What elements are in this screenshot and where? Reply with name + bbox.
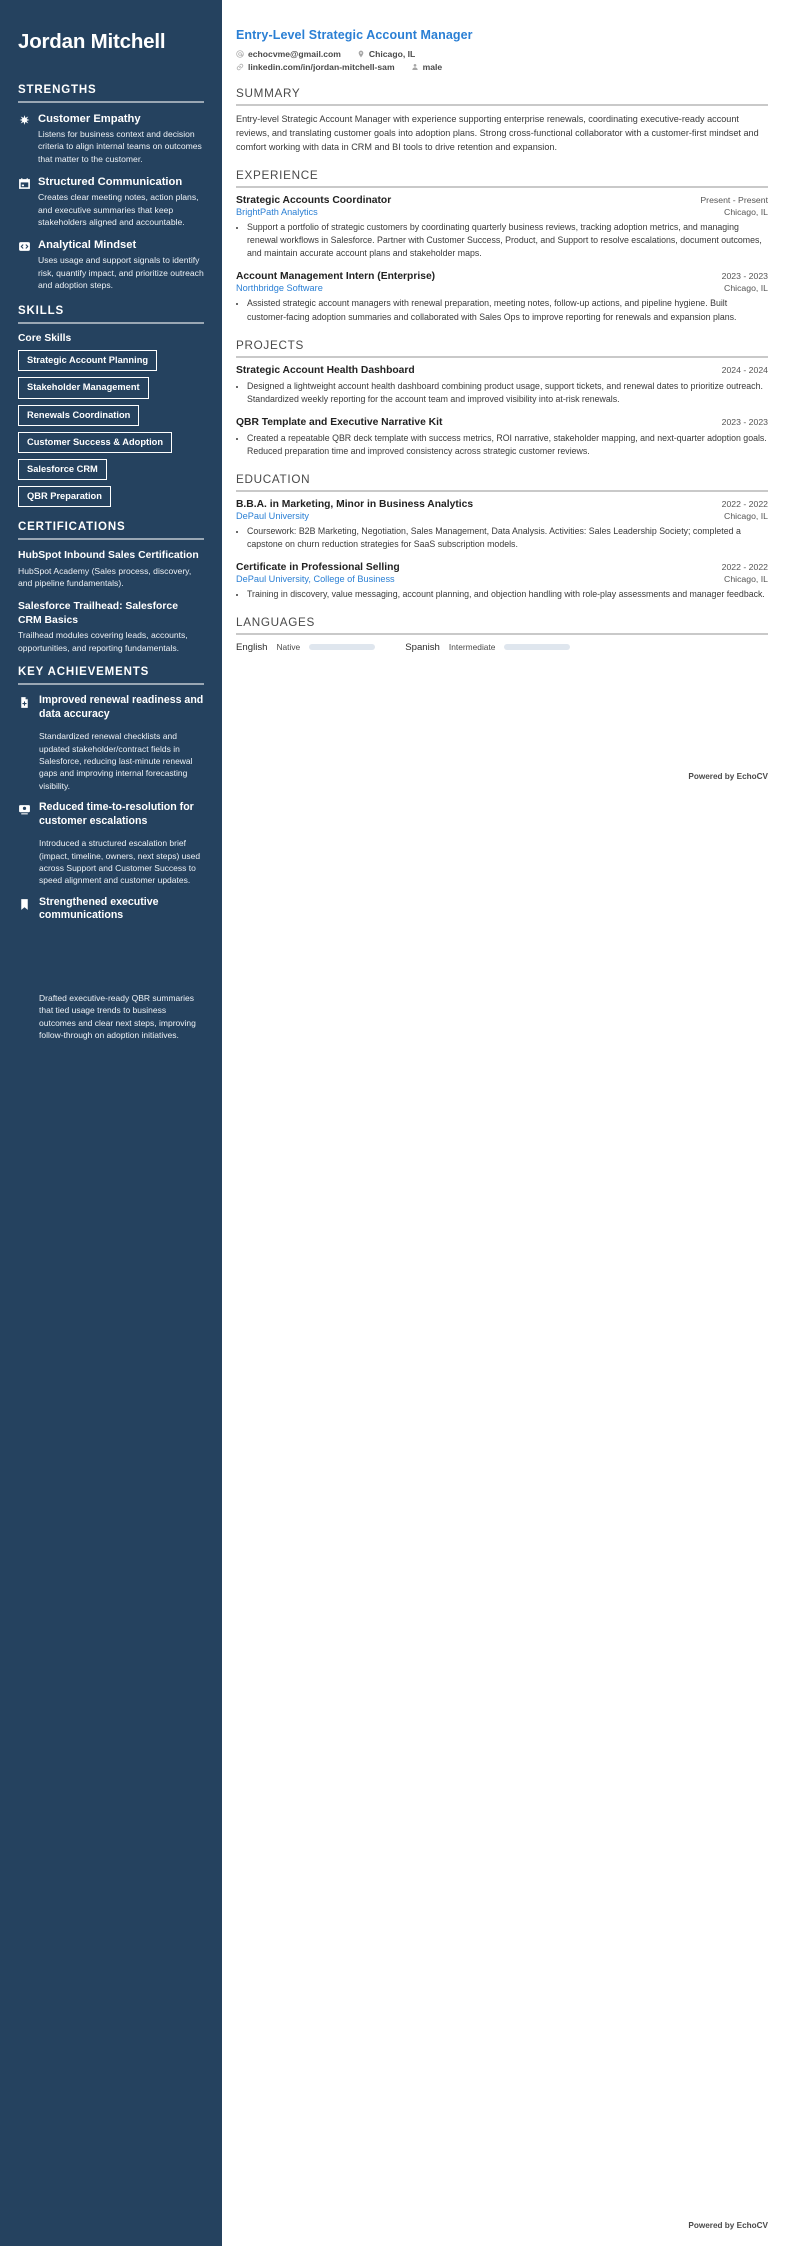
certifications-heading: CERTIFICATIONS: [18, 521, 126, 534]
languages-list: [236, 642, 768, 653]
sparkle-icon: [18, 114, 31, 127]
education-date: 2022 - 2022: [721, 498, 768, 509]
languages-divider: [236, 633, 768, 635]
experience-title: Strategic Accounts Coordinator: [236, 195, 392, 207]
bullet: • Training in discovery, value messaging, account planning, and objection handling with role-play assessments and manager feedback.: [247, 588, 768, 601]
language-level: Intermediate: [448, 642, 496, 653]
section-projects: [236, 339, 768, 458]
experience-location: Chicago, IL: [724, 207, 768, 218]
experience-date: Present - Present: [700, 195, 768, 206]
summary-divider: [236, 104, 768, 106]
experience-bullets: [236, 297, 768, 323]
certification-name: HubSpot Inbound Sales Certification: [18, 550, 199, 562]
strength-title: Customer Empathy: [38, 112, 141, 125]
project-title: QBR Template and Executive Narrative Kit: [236, 416, 443, 428]
contact-location: [357, 49, 415, 59]
section-education: [236, 473, 768, 601]
strength-desc: Creates clear meeting notes, action plans, and executive summaries that keep stakeholders aligned and accountable.: [38, 192, 199, 227]
project-date: 2023 - 2023: [721, 416, 768, 427]
strength-item: [18, 112, 204, 165]
language-name: English: [236, 641, 268, 653]
project-date: 2024 - 2024: [721, 364, 768, 375]
sidebar: [0, 0, 222, 2246]
certification-desc: Trailhead modules covering leads, accounts, opportunities, and reporting fundamentals.: [18, 630, 188, 653]
main-content: [222, 0, 794, 2246]
bullet: • Designed a lightweight account health dashboard combining product usage, support tickets, and renewal dates to prioritize outreach. Standardized weekly reporting for the account team and improved visibility into at-risk renewals.: [247, 380, 768, 406]
contact-row-primary: [236, 49, 768, 59]
experience-title: Account Management Intern (Enterprise): [236, 271, 436, 283]
location-pin-icon: [357, 50, 365, 58]
strengths-divider: [18, 101, 204, 103]
achievement-title: Improved renewal readiness and data accuracy: [39, 693, 204, 720]
summary-heading: SUMMARY: [236, 87, 301, 100]
code-icon: [18, 240, 31, 253]
projects-divider: [236, 356, 768, 358]
sidebar-section-certifications: [18, 521, 204, 653]
strengths-heading: STRENGTHS: [18, 83, 97, 96]
section-summary: [236, 87, 768, 154]
summary-text: Entry-level Strategic Account Manager with experience supporting enterprise renewals, coordinating executive-ready account reviews, and translating customer goals into adoption plans. Strong cross-functional collaborator with a customer-first mindset and comfort working with data in CRM and BI tools to drive retention and expansion.: [236, 114, 759, 152]
skills-heading: SKILLS: [18, 305, 64, 318]
experience-location: Chicago, IL: [724, 283, 768, 294]
education-location: Chicago, IL: [724, 510, 768, 521]
achievement-item: [18, 801, 204, 887]
language-proficiency-bar: [504, 644, 570, 650]
language-proficiency-bar: [309, 644, 375, 650]
bookmark-icon: [18, 898, 31, 911]
candidate-name: Jordan Mitchell: [18, 30, 166, 53]
education-title: B.B.A. in Marketing, Minor in Business Analytics: [236, 498, 474, 510]
achievement-title: Strengthened executive communications: [39, 895, 159, 922]
education-heading: EDUCATION: [236, 472, 311, 486]
achievements-divider: [18, 683, 204, 685]
experience-divider: [236, 186, 768, 188]
contact-email-text: echocvme@gmail.com: [248, 49, 341, 59]
experience-heading: EXPERIENCE: [236, 169, 319, 183]
language-name: Spanish: [405, 641, 440, 653]
experience-date: 2023 - 2023: [721, 271, 768, 282]
education-title: Certificate in Professional Selling: [236, 561, 400, 573]
certification-item: [18, 600, 204, 653]
education-entry: [236, 562, 768, 601]
achievement-title: Reduced time-to-resolution for customer escalations: [39, 800, 194, 827]
projects-heading: PROJECTS: [236, 338, 304, 352]
headline-job-title: Entry-Level Strategic Account Manager: [236, 28, 473, 42]
experience-org: Northbridge Software: [236, 283, 323, 294]
project-entry: [236, 365, 768, 406]
skills-divider: [18, 322, 204, 324]
file-plus-icon: [18, 696, 31, 709]
education-divider: [236, 490, 768, 492]
contact-row-secondary: [236, 62, 768, 72]
footer-branding-page1: Powered by EchoCV: [688, 772, 768, 781]
calendar-icon: [18, 177, 31, 190]
project-bullets: [236, 432, 768, 458]
strength-desc: Listens for business context and decision criteria to align internal teams on outcomes that matter to the customer.: [38, 129, 202, 164]
contact-location-text: Chicago, IL: [368, 49, 416, 59]
achievement-desc: Introduced a structured escalation brief (impact, timeline, owners, next steps) used across Support and Customer Success to speed alignment and customer updates.: [39, 838, 201, 886]
certifications-divider: [18, 538, 204, 540]
skill-pill: QBR Preparation: [18, 486, 111, 507]
certification-name: Salesforce Trailhead: Salesforce CRM Basics: [18, 601, 178, 626]
footer-branding-page2: Powered by EchoCV: [688, 2221, 768, 2230]
education-bullets: [236, 525, 768, 551]
skill-pill: Salesforce CRM: [18, 459, 107, 480]
contact-linkedin-text: linkedin.com/in/jordan-mitchell-sam: [248, 62, 395, 72]
experience-bullets: [236, 221, 768, 260]
languages-heading: LANGUAGES: [236, 615, 316, 629]
strength-item: [18, 175, 204, 228]
monitor-icon: [18, 803, 31, 816]
project-bullets: [236, 380, 768, 406]
education-org: DePaul University: [236, 510, 310, 521]
strength-title: Analytical Mindset: [38, 238, 137, 251]
bullet: • Assisted strategic account managers with renewal preparation, meeting notes, follow-up actions, and pipeline hygiene. Built customer-facing adoption summaries and collaborated with Sales Ops to improve reporting for renewals and expansion plans.: [247, 297, 768, 323]
achievement-spacer: [18, 932, 204, 992]
achievement-desc: Drafted executive-ready QBR summaries that tied usage trends to business outcomes and clear next steps, improving follow-through on adoption initiatives.: [39, 993, 196, 1041]
section-experience: [236, 169, 768, 323]
contact-gender: [411, 62, 443, 72]
project-entry: [236, 417, 768, 458]
skills-subheading: Core Skills: [18, 333, 72, 345]
bullet: • Coursework: B2B Marketing, Negotiation, Sales Management, Data Analysis. Activities: Sales Leadership Society; completed a capstone on churn reduction strategies for SaaS subscription models.: [247, 525, 768, 551]
education-date: 2022 - 2022: [721, 561, 768, 572]
person-icon: [411, 63, 419, 71]
experience-entry: [236, 195, 768, 260]
education-bullets: [236, 588, 768, 601]
education-location: Chicago, IL: [724, 573, 768, 584]
contact-gender-text: male: [422, 62, 443, 72]
experience-entry: [236, 271, 768, 323]
strength-title: Structured Communication: [38, 175, 183, 188]
sidebar-section-skills: [18, 305, 204, 507]
bullet: • Support a portfolio of strategic customers by coordinating quarterly business reviews, tracking adoption metrics, and managing renewal workflows in Salesforce. Partner with Customer Success, Product, and Support to resolve escalations, document outcomes, and maintain accurate account plans and stakeholder maps.: [247, 221, 768, 260]
skill-pill: Customer Success & Adoption: [18, 432, 172, 453]
skill-pill: Renewals Coordination: [18, 405, 139, 426]
achievement-item: [18, 694, 204, 792]
education-org: DePaul University, College of Business: [236, 573, 395, 584]
bullet: • Created a repeatable QBR deck template with success metrics, ROI narrative, stakeholder mapping, and next-quarter adoption goals. Reduced preparation time and improved consistency across strategic customer reviews.: [247, 432, 768, 458]
link-icon: [236, 63, 244, 71]
strength-desc: Uses usage and support signals to identify risk, quantify impact, and prioritize outreach and adoption steps.: [38, 255, 204, 290]
achievement-desc: Standardized renewal checklists and updated stakeholder/contract fields in Salesforce, reducing last-minute renewal gaps and improving internal forecasting visibility.: [39, 731, 193, 791]
contact-email[interactable]: [236, 49, 341, 59]
strength-item: [18, 238, 204, 291]
skills-pill-list: [18, 350, 204, 507]
skill-pill: Strategic Account Planning: [18, 350, 157, 371]
language-level: Native: [276, 642, 301, 653]
email-icon: [236, 50, 244, 58]
skill-pill: Stakeholder Management: [18, 377, 149, 398]
sidebar-section-achievements: [18, 666, 204, 1042]
experience-org: BrightPath Analytics: [236, 207, 318, 218]
education-entry: [236, 499, 768, 551]
certification-item: [18, 549, 204, 589]
project-title: Strategic Account Health Dashboard: [236, 364, 415, 376]
contact-linkedin[interactable]: [236, 62, 395, 72]
certification-desc: HubSpot Academy (Sales process, discovery, and pipeline fundamentals).: [18, 565, 192, 589]
achievements-heading: KEY ACHIEVEMENTS: [18, 665, 150, 678]
section-languages: [236, 616, 768, 653]
achievement-item: [18, 896, 204, 1042]
sidebar-section-strengths: [18, 84, 204, 292]
